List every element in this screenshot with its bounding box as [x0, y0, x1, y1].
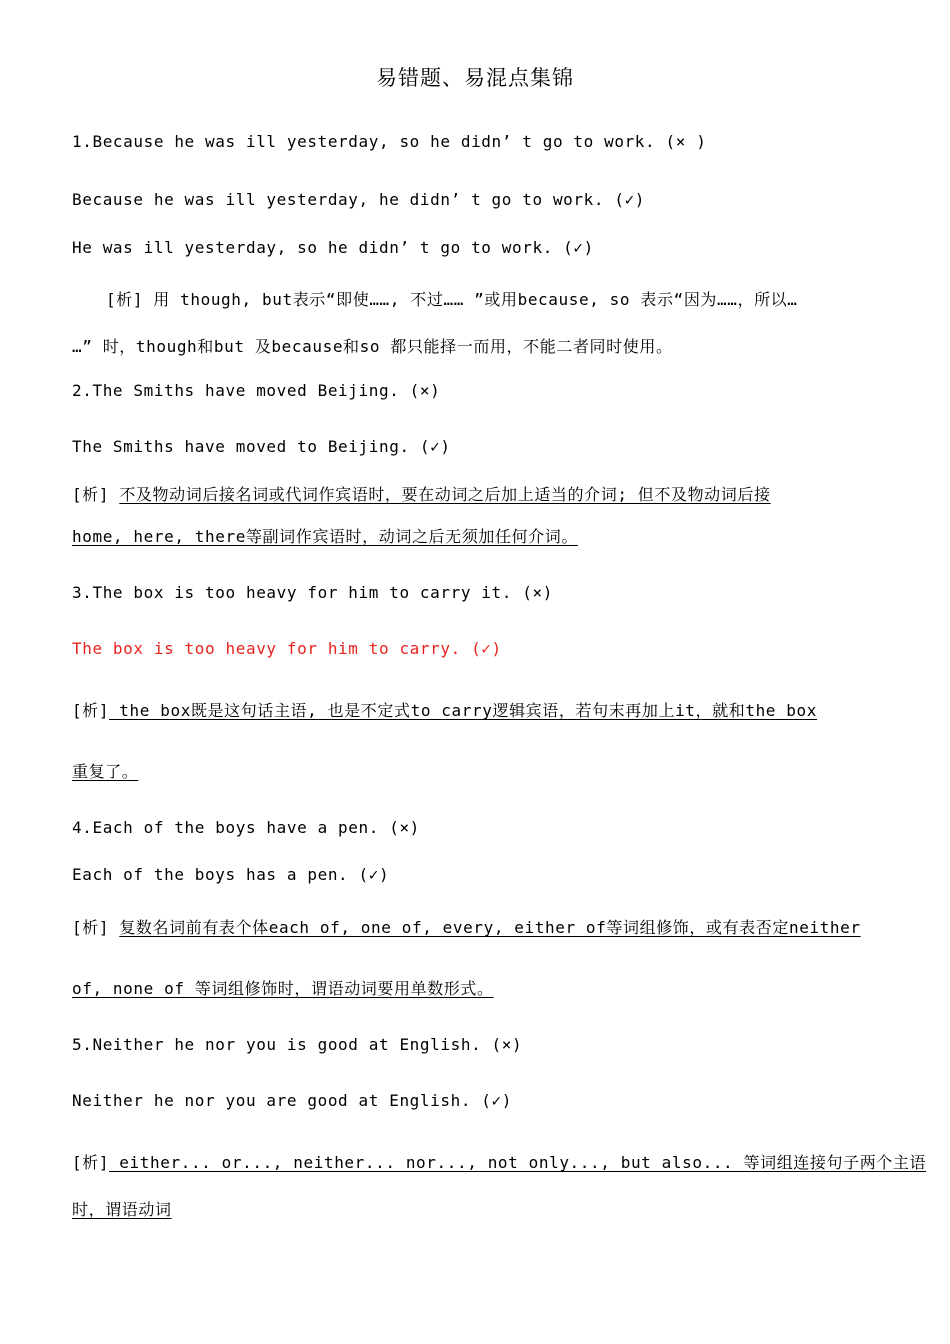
- note-tag: [析]: [72, 701, 110, 720]
- item-3-note-line-2: 重复了。: [72, 762, 139, 781]
- item-5-note-line-2: 时，谓语动词: [72, 1200, 172, 1219]
- item-5-note-line-1: [72, 1150, 926, 1173]
- item-3-wrong-sentence: 3.The box is too heavy for him to carry it. (×): [72, 583, 553, 602]
- note-tag: [析]: [72, 1153, 110, 1172]
- item-4-note-line-1: [72, 915, 861, 938]
- item-4-wrong-sentence: 4.Each of the boys have a pen. (×): [72, 818, 420, 837]
- item-2-correct-sentence: The Smiths have moved to Beijing. (✓): [72, 437, 451, 456]
- item-2-note-line-1: [72, 482, 771, 505]
- item-1-correct-sentence-a: Because he was ill yesterday, he didn’ t go to work. (✓): [72, 190, 646, 209]
- note-tag: [析]: [72, 918, 120, 937]
- item-1-wrong-sentence: 1.Because he was ill yesterday, so he didn’ t go to work. (× ): [72, 132, 707, 151]
- item-2-note-line-2: home, here, there等副词作宾语时，动词之后无须加任何介词。: [72, 527, 578, 546]
- note-tag: [析]: [72, 485, 120, 504]
- item-5-correct-sentence: Neither he nor you are good at English. (✓): [72, 1091, 513, 1110]
- item-5-wrong-sentence: 5.Neither he nor you is good at English. (×): [72, 1035, 523, 1054]
- item-1-note-line-2: …” 时，though和but 及because和so 都只能择一而用，不能二者同时使用。: [72, 337, 673, 356]
- item-4-correct-sentence: Each of the boys has a pen. (✓): [72, 865, 390, 884]
- note-text: 不及物动词后接名词或代词作宾语时，要在动词之后加上适当的介词; 但不及物动词后接: [119, 485, 771, 504]
- item-3-correct-sentence: The box is too heavy for him to carry. (✓): [72, 639, 502, 658]
- item-1-note-line-1: [析] 用 though, but表示“即使……, 不过…… ”或用because, so 表示“因为……，所以…: [106, 290, 798, 309]
- item-4-note-line-2: of, none of 等词组修饰时，谓语动词要用单数形式。: [72, 979, 494, 998]
- item-2-wrong-sentence: 2.The Smiths have moved Beijing. (×): [72, 381, 441, 400]
- item-3-note-line-1: [72, 698, 817, 721]
- note-text: the box既是这句话主语, 也是不定式to carry逻辑宾语，若句末再加上it，就和the box: [109, 701, 817, 720]
- item-1-correct-sentence-b: He was ill yesterday, so he didn’ t go to work. (✓): [72, 238, 594, 257]
- note-text: 复数名词前有表个体each of, one of, every, either of等词组修饰，或有表否定neither: [119, 918, 861, 937]
- note-text: either... or..., neither... nor..., not only..., but also... 等词组连接句子两个主语: [109, 1153, 927, 1172]
- page-title: 易错题、易混点集锦: [376, 66, 574, 90]
